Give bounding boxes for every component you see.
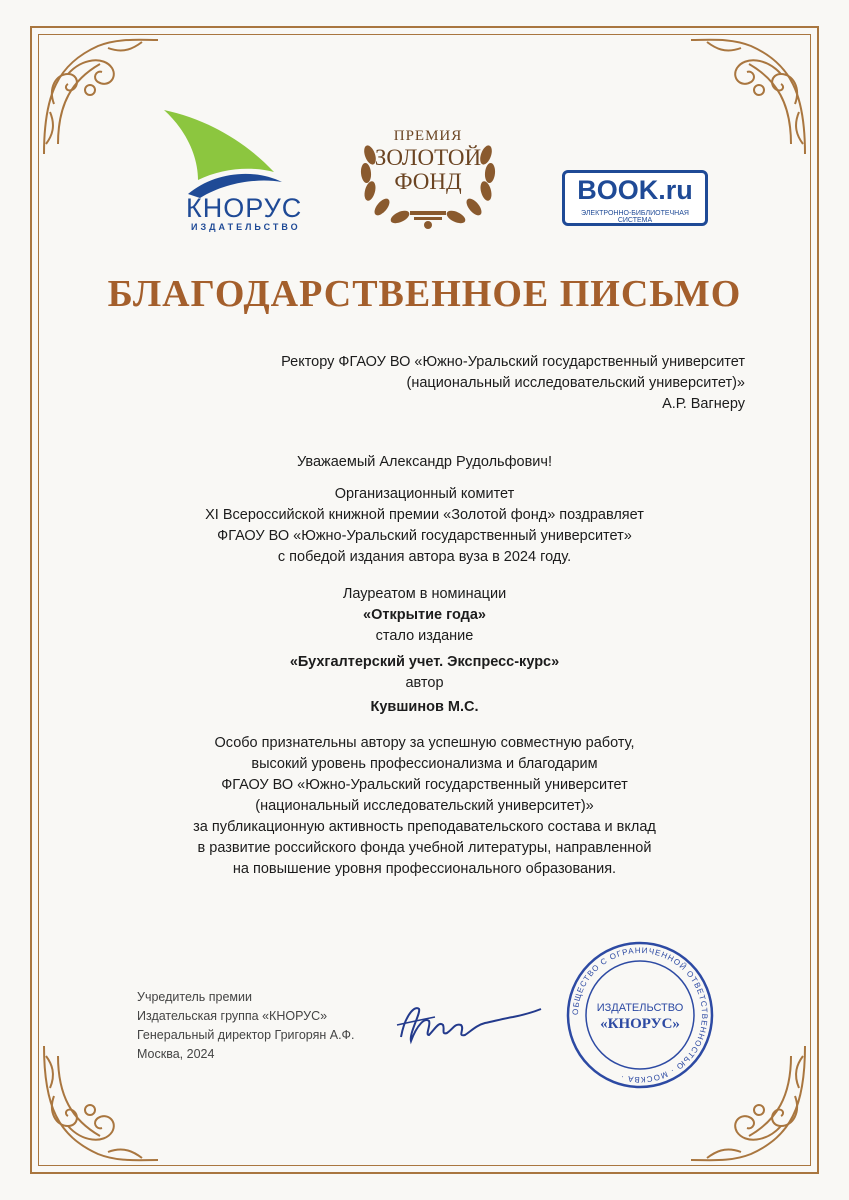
ornament-corner-icon (681, 34, 811, 164)
closing-line: Особо признательны автору за успешную совместную работу, (214, 735, 635, 751)
svg-text:ОБЩЕСТВО С ОГРАНИЧЕННОЙ ОТВЕТС (571, 946, 709, 1084)
author-name: Кувшинов М.С. (370, 699, 479, 715)
nomination-title: «Открытие года» (363, 607, 486, 623)
ornament-corner-icon (38, 34, 168, 164)
bookru-logo-subtitle: ЭЛЕКТРОННО-БИБЛИОТЕЧНАЯ СИСТЕМА (581, 210, 689, 224)
closing-line: в развитие российского фонда учебной литературы, направленной (197, 840, 652, 856)
footer-line: Издательская группа «КНОРУС» (137, 1009, 328, 1023)
stamp-line1: ИЗДАТЕЛЬСТВО (596, 1002, 684, 1014)
footer-line: Москва, 2024 (137, 1047, 215, 1061)
letter-title: БЛАГОДАРСТВЕННОЕ ПИСЬМО (107, 273, 742, 315)
closing-line: на повышение уровня профессионального образования. (232, 861, 617, 877)
stamp-icon (565, 940, 715, 1090)
intro-line: ФГАОУ ВО «Южно-Уральский государственный университет» (217, 528, 632, 544)
footer-line: Генеральный директор Григорян А.Ф. (137, 1028, 355, 1042)
stamp-ring-text: ОБЩЕСТВО С ОГРАНИЧЕННОЙ ОТВЕТСТВЕННОСТЬЮ · МОСКВА · (570, 945, 710, 1085)
closing-paragraph (60, 733, 789, 880)
intro-paragraph (60, 484, 789, 568)
addressee-block (185, 352, 745, 415)
knorus-logo-subtitle: ИЗДАТЕЛЬСТВО (191, 222, 301, 232)
addressee-line: Ректору ФГАОУ ВО «Южно-Уральский государственный университет (281, 354, 745, 370)
stamp-line2: «КНОРУС» (600, 1016, 680, 1032)
closing-line: (национальный исследовательский университет)» (255, 798, 594, 814)
signature-icon (395, 995, 545, 1055)
closing-line: высокий уровень профессионализма и благодарим (251, 756, 598, 772)
bookru-logo-name: BOOK.ru (577, 175, 693, 205)
intro-line: XI Всероссийской книжной премии «Золотой фонд» поздравляет (205, 507, 644, 523)
greeting: Уважаемый Александр Рудольфович! (297, 454, 552, 470)
intro-line: Организационный комитет (334, 486, 515, 502)
award-block (60, 584, 789, 718)
footer-line: Учредитель премии (137, 990, 252, 1004)
addressee-line: А.Р. Вагнеру (662, 396, 745, 412)
closing-line: ФГАОУ ВО «Южно-Уральский государственный университет (221, 777, 628, 793)
prize-logo-line3: ФОНД (394, 169, 462, 194)
author-label: автор (405, 675, 444, 691)
edition-label: стало издание (375, 628, 474, 644)
intro-line: с победой издания автора вуза в 2024 году. (277, 549, 572, 565)
prize-logo-line2: ЗОЛОТОЙ (374, 145, 482, 170)
closing-line: за публикационную активность преподавательского состава и вклад (193, 819, 656, 835)
prize-logo-line1: ПРЕМИЯ (393, 128, 463, 144)
footer-block (137, 988, 355, 1064)
addressee-line: (национальный исследовательский университет)» (406, 375, 745, 391)
nomination-label: Лауреатом в номинации (342, 586, 507, 602)
knorus-logo-name: КНОРУС (186, 193, 303, 223)
edition-title: «Бухгалтерский учет. Экспресс-курс» (289, 654, 560, 670)
bookru-logo (562, 170, 708, 226)
